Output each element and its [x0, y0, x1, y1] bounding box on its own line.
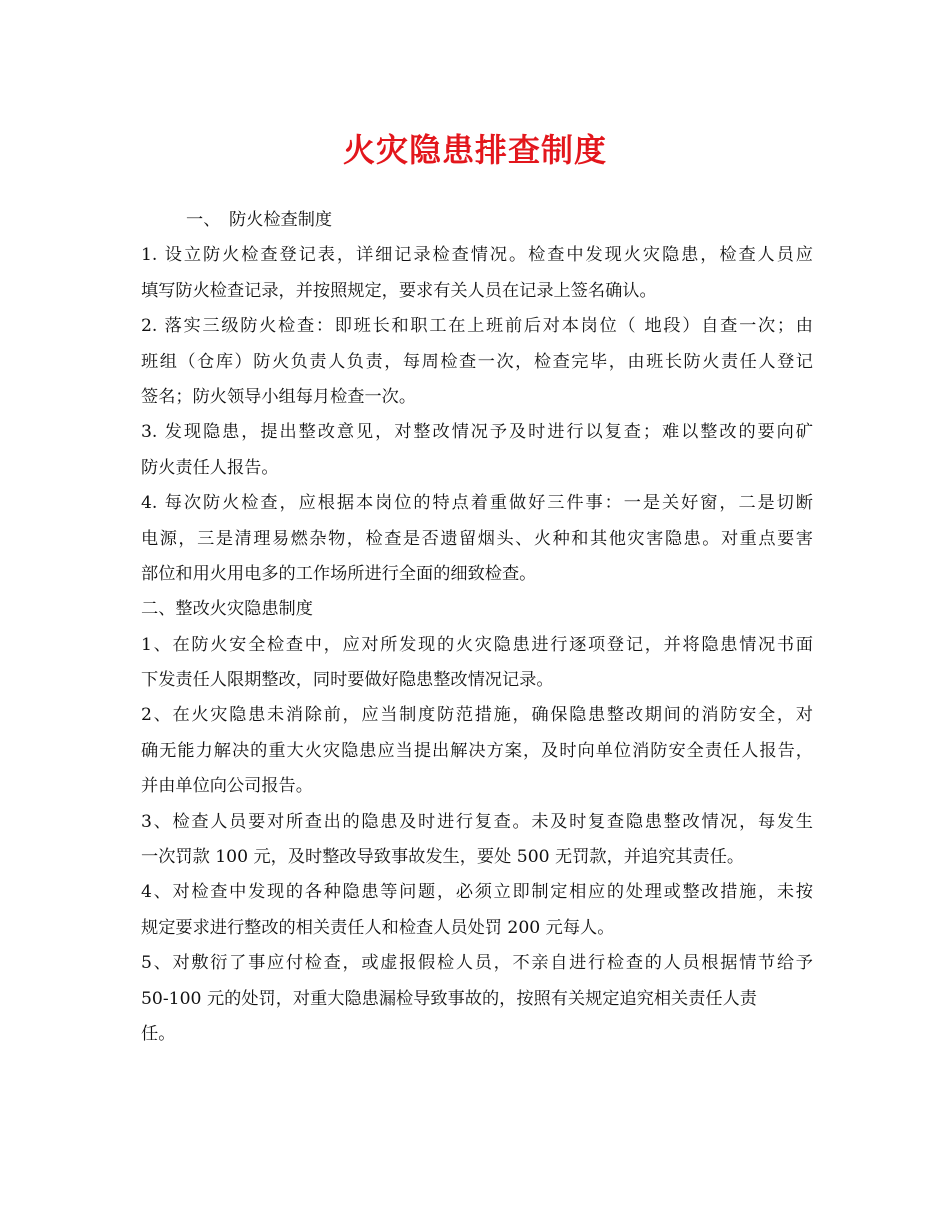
- paragraph-line: 50-100 元的处罚，对重大隐患漏检导致事故的，按照有关规定追究相关责任人责: [141, 988, 757, 1009]
- paragraph-line: 2. 落实三级防火检查：即班长和职工在上班前后对本岗位（ 地段）自查一次；由: [141, 316, 813, 337]
- paragraph-line: 防火责任人报告。: [141, 457, 279, 478]
- paragraph-line: 填写防火检查记录，并按照规定，要求有关人员在记录上签名确认。: [141, 280, 657, 301]
- paragraph-line: 部位和用火用电多的工作场所进行全面的细致检查。: [141, 563, 537, 584]
- paragraph-line: 一次罚款 100 元，及时整改导致事故发生，要处 500 无罚款，并追究其责任。: [141, 847, 745, 868]
- document-title: 火灾隐患排查制度: [342, 131, 607, 169]
- paragraph-line: 2、在火灾隐患未消除前，应当制度防范措施，确保隐患整改期间的消防安全，对: [141, 705, 813, 726]
- paragraph-line: 电源，三是清理易燃杂物，检查是否遗留烟头、火种和其他灾害隐患。对重点要害: [141, 528, 813, 549]
- paragraph-line: 下发责任人限期整改，同时要做好隐患整改情况记录。: [141, 670, 554, 691]
- paragraph-line: 签名；防火领导小组每月检查一次。: [141, 386, 417, 407]
- paragraph-line: 5、对敷衍了事应付检查，或虚报假检人员，不亲自进行检查的人员根据情节给予: [141, 953, 813, 974]
- paragraph-line: 班组（仓库）防火负责人负责，每周检查一次，检查完毕，由班长防火责任人登记: [141, 351, 813, 372]
- document-body: [141, 203, 813, 1052]
- paragraph-line: 4. 每次防火检查，应根据本岗位的特点着重做好三件事：一是关好窗，二是切断: [141, 493, 813, 514]
- section-heading-1: 一、 防火检查制度: [186, 210, 333, 230]
- paragraph-line: 1、在防火安全检查中，应对所发现的火灾隐患进行逐项登记，并将隐患情况书面: [141, 634, 813, 655]
- paragraph-line: 4、对检查中发现的各种隐患等问题，必须立即制定相应的处理或整改措施，未按: [141, 882, 813, 903]
- section-heading-2: 二、整改火灾隐患制度: [141, 599, 313, 620]
- paragraph-line: 3、检查人员要对所查出的隐患及时进行复查。未及时复查隐患整改情况，每发生: [141, 811, 813, 832]
- paragraph-line: 3. 发现隐患，提出整改意见，对整改情况予及时进行以复查；难以整改的要向矿: [141, 422, 813, 443]
- paragraph-line: 确无能力解决的重大火灾隐患应当提出解决方案，及时向单位消防安全责任人报告，: [141, 740, 813, 761]
- paragraph-line: 1. 设立防火检查登记表，详细记录检查情况。检查中发现火灾隐患，检查人员应: [141, 245, 813, 266]
- paragraph-line: 规定要求进行整改的相关责任人和检查人员处罚 200 元每人。: [141, 917, 615, 938]
- paragraph-line: 并由单位向公司报告。: [141, 776, 313, 797]
- paragraph-line: 任。: [141, 1023, 176, 1044]
